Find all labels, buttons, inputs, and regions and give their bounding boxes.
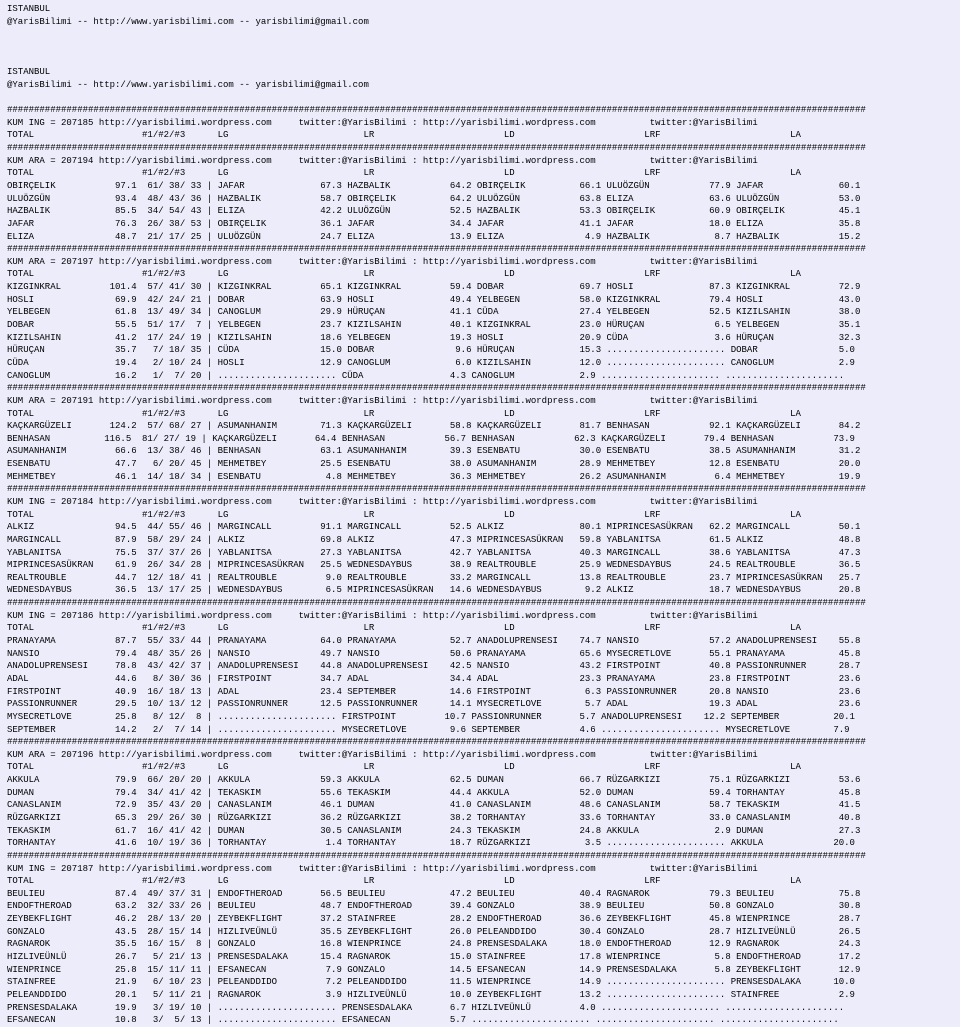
text-line: ADAL 44.6 8/ 30/ 36 | FIRSTPOINT 34.7 ADAL 34.4 ADAL 23.3 PRANAYAMA 23.8 FIRSTPOINT 23.6 [7, 673, 861, 684]
text-line: ############################################################################################################################################################### [7, 598, 866, 609]
text-line: CÜDA 19.4 2/ 10/ 24 | HOSLI 12.9 CANOGLUM 6.0 KIZILSAHIN 12.0 ...................... CANOGLUM 2.9 [7, 357, 855, 368]
text-line: REALTROUBLE 44.7 12/ 18/ 41 | REALTROUBLE 9.0 REALTROUBLE 33.2 MARGINCALL 13.8 REALTROUBLE 23.7 MIPRINCESASÜKRAN 25.7 [7, 572, 861, 583]
text-line: OBIRÇELIK 97.1 61/ 38/ 33 | JAFAR 67.3 HAZBALIK 64.2 OBIRÇELIK 66.1 ULUÖZGÜN 77.9 JAFAR 60.1 [7, 180, 861, 191]
text-line: CANOGLUM 16.2 1/ 7/ 20 | ...................... CÜDA 4.3 CANOGLUM 2.9 ...................... ...................... [7, 370, 845, 381]
text-line [7, 41, 960, 54]
text-line: HIZLIVEÜNLÜ 26.7 5/ 21/ 13 | PRENSESDALAKA 15.4 RAGNAROK 15.0 STAINFREE 17.8 WIENPRINCE 5.8 ENDOFTHEROAD 17.2 [7, 952, 861, 963]
text-line: ANADOLUPRENSESI 78.8 43/ 42/ 37 | ANADOLUPRENSESI 44.8 ANADOLUPRENSESI 42.5 NANSIO 43.2 FIRSTPOINT 40.8 PASSIONRUNNER 28.7 [7, 661, 861, 672]
text-line: AKKULA 79.9 66/ 20/ 20 | AKKULA 59.3 AKKULA 62.5 DUMAN 66.7 RÜZGARKIZI 75.1 RÜZGARKIZI 53.6 [7, 775, 861, 786]
text-line: EFSANECAN 10.8 3/ 5/ 13 | ...................... EFSANECAN 5.7 ...................... ...................... ...................... [7, 1015, 839, 1026]
text-line: MARGINCALL 87.9 58/ 29/ 24 | ALKIZ 69.8 ALKIZ 47.3 MIPRINCESASÜKRAN 59.8 YABLANITSA 61.5 ALKIZ 48.8 [7, 534, 861, 545]
text-line: ENDOFTHEROAD 63.2 32/ 33/ 26 | BEULIEU 48.7 ENDOFTHEROAD 39.4 GONZALO 38.9 BEULIEU 50.8 GONZALO 30.8 [7, 901, 861, 912]
text-line: @YarisBilimi -- http://www.yarisbilimi.com -- yarisbilimi@gmail.com [7, 16, 369, 27]
text-line: TOTAL #1/#2/#3 LG LR LD LRF LA [7, 762, 801, 773]
text-line [7, 54, 960, 67]
text-line: TEKASKIM 61.7 16/ 41/ 42 | DUMAN 30.5 CANASLANIM 24.3 TEKASKIM 24.8 AKKULA 2.9 DUMAN 27.3 [7, 825, 861, 836]
text-line: STAINFREE 21.9 6/ 10/ 23 | PELEANDDIDO 7.2 PELEANDDIDO 11.5 WIENPRINCE 14.9 ...................... PRENSESDALAKA 10.0 [7, 977, 855, 988]
text-line: PASSIONRUNNER 29.5 10/ 13/ 12 | PASSIONRUNNER 12.5 PASSIONRUNNER 14.1 MYSECRETLOVE 5.7 ADAL 19.3 ADAL 23.6 [7, 699, 861, 710]
text-line: GONZALO 43.5 28/ 15/ 14 | HIZLIVEÜNLÜ 35.5 ZEYBEKFLIGHT 26.0 PELEANDDIDO 30.4 GONZALO 28.7 HIZLIVEÜNLÜ 26.5 [7, 926, 861, 937]
text-line: ############################################################################################################################################################### [7, 244, 866, 255]
text-line: HÜRUÇAN 35.7 7/ 18/ 35 | CÜDA 15.0 DOBAR 9.6 HÜRUÇAN 15.3 ...................... DOBAR 5.0 [7, 345, 855, 356]
text-line: ALKIZ 94.5 44/ 55/ 46 | MARGINCALL 91.1 MARGINCALL 52.5 ALKIZ 80.1 MIPRINCESASÜKRAN 62.2 MARGINCALL 50.1 [7, 522, 861, 533]
text-line: TOTAL #1/#2/#3 LG LR LD LRF LA [7, 876, 801, 887]
text-line: FIRSTPOINT 40.9 16/ 18/ 13 | ADAL 23.4 SEPTEMBER 14.6 FIRSTPOINT 6.3 PASSIONRUNNER 20.8 NANSIO 23.6 [7, 686, 861, 697]
text-line: TORHANTAY 41.6 10/ 19/ 36 | TORHANTAY 1.4 TORHANTAY 18.7 RÜZGARKIZI 3.5 ...................... AKKULA 20.0 [7, 838, 855, 849]
text-line: RAGNAROK 35.5 16/ 15/ 8 | GONZALO 16.8 WIENPRINCE 24.8 PRENSESDALAKA 18.0 ENDOFTHEROAD 12.9 RAGNAROK 24.3 [7, 939, 861, 950]
text-line: HOSLI 69.9 42/ 24/ 21 | DOBAR 63.9 HOSLI 49.4 YELBEGEN 58.0 KIZGINKRAL 79.4 HOSLI 43.0 [7, 294, 861, 305]
text-line: KUM ARA = 207196 http://yarisbilimi.wordpress.com twitter:@YarisBilimi : http://yarisbilimi.wordpress.com twitter:@YarisBilimi [7, 749, 758, 760]
text-line: TOTAL #1/#2/#3 LG LR LD LRF LA [7, 408, 801, 419]
text-line: TOTAL #1/#2/#3 LG LR LD LRF LA [7, 509, 801, 520]
text-line: ISTANBUL [7, 4, 51, 14]
text-line: ISTANBUL [7, 67, 51, 78]
text-line: ############################################################################################################################################################### [7, 484, 866, 495]
text-line: CANASLANIM 72.9 35/ 43/ 20 | CANASLANIM 46.1 DUMAN 41.0 CANASLANIM 48.6 CANASLANIM 58.7 TEKASKIM 41.5 [7, 800, 861, 811]
text-line: ############################################################################################################################################################### [7, 105, 866, 116]
text-line: ############################################################################################################################################################### [7, 383, 866, 394]
text-line: KUM ARA = 207197 http://yarisbilimi.wordpress.com twitter:@YarisBilimi : http://yarisbilimi.wordpress.com twitter:@YarisBilimi [7, 256, 758, 267]
text-line: WIENPRINCE 25.8 15/ 11/ 11 | EFSANECAN 7.9 GONZALO 14.5 EFSANECAN 14.9 PRENSESDALAKA 5.8 ZEYBEKFLIGHT 12.9 [7, 964, 861, 975]
text-line: KUM ARA = 207191 http://yarisbilimi.wordpress.com twitter:@YarisBilimi : http://yarisbilimi.wordpress.com twitter:@YarisBilimi [7, 395, 758, 406]
text-line [7, 28, 960, 41]
text-line: ESENBATU 47.7 6/ 20/ 45 | MEHMETBEY 25.5 ESENBATU 38.0 ASUMANHANIM 28.9 MEHMETBEY 12.8 ESENBATU 20.0 [7, 459, 861, 470]
text-line: @YarisBilimi -- http://www.yarisbilimi.com -- yarisbilimi@gmail.com [7, 79, 369, 90]
text-line: MYSECRETLOVE 25.8 8/ 12/ 8 | ...................... FIRSTPOINT 10.7 PASSIONRUNNER 5.7 ANADOLUPRENSESI 12.2 SEPTEMBER 20.1 [7, 711, 855, 722]
text-line: KUM ING = 207187 http://yarisbilimi.wordpress.com twitter:@YarisBilimi : http://yarisbilimi.wordpress.com twitter:@YarisBilimi [7, 863, 758, 874]
text-line: PELEANDDIDO 20.1 5/ 11/ 21 | RAGNAROK 3.9 HIZLIVEÜNLÜ 10.0 ZEYBEKFLIGHT 13.2 ...................... STAINFREE 2.9 [7, 989, 855, 1000]
text-line [7, 91, 960, 104]
text-line: KIZGINKRAL 101.4 57/ 41/ 30 | KIZGINKRAL 65.1 KIZGINKRAL 59.4 DOBAR 69.7 HOSLI 87.3 KIZGINKRAL 72.9 [7, 282, 861, 293]
text-line: ############################################################################################################################################################### [7, 737, 866, 748]
text-line: MIPRINCESASÜKRAN 61.9 26/ 34/ 28 | MIPRINCESASÜKRAN 25.5 WEDNESDAYBUS 38.9 REALTROUBLE 25.9 WEDNESDAYBUS 24.5 REALTROUBLE 36.5 [7, 560, 861, 571]
text-line: ELIZA 48.7 21/ 17/ 25 | ULUÖZGÜN 24.7 ELIZA 13.9 ELIZA 4.9 HAZBALIK 8.7 HAZBALIK 15.2 [7, 231, 861, 242]
text-line: KUM ING = 207184 http://yarisbilimi.wordpress.com twitter:@YarisBilimi : http://yarisbilimi.wordpress.com twitter:@YarisBilimi [7, 496, 758, 507]
text-line: KUM ING = 207186 http://yarisbilimi.wordpress.com twitter:@YarisBilimi : http://yarisbilimi.wordpress.com twitter:@YarisBilimi [7, 610, 758, 621]
text-line: HAZBALIK 85.5 34/ 54/ 43 | ELIZA 42.2 ULUÖZGÜN 52.5 HAZBALIK 53.3 OBIRÇELIK 60.9 OBIRÇELIK 45.1 [7, 206, 861, 217]
text-line: YELBEGEN 61.8 13/ 49/ 34 | CANOGLUM 29.9 HÜRUÇAN 41.1 CÜDA 27.4 YELBEGEN 52.5 KIZILSAHIN 38.0 [7, 307, 861, 318]
text-line: PRENSESDALAKA 19.9 3/ 19/ 10 | ...................... PRENSESDALAKA 6.7 HIZLIVEÜNLÜ 4.0 ...................... ...................... [7, 1002, 845, 1013]
text-line: WEDNESDAYBUS 36.5 13/ 17/ 25 | WEDNESDAYBUS 6.5 MIPRINCESASÜKRAN 14.6 WEDNESDAYBUS 9.2 ALKIZ 18.7 WEDNESDAYBUS 20.8 [7, 585, 861, 596]
text-line: TOTAL #1/#2/#3 LG LR LD LRF LA [7, 623, 801, 634]
text-line: ASUMANHANIM 66.6 13/ 38/ 46 | BENHASAN 63.1 ASUMANHANIM 39.3 ESENBATU 30.0 ESENBATU 38.5 ASUMANHANIM 31.2 [7, 446, 861, 457]
text-line: TOTAL #1/#2/#3 LG LR LD LRF LA [7, 130, 801, 141]
text-line: KUM ING = 207185 http://yarisbilimi.wordpress.com twitter:@YarisBilimi : http://yarisbilimi.wordpress.com twitter:@YarisBilimi [7, 117, 758, 128]
text-line: DOBAR 55.5 51/ 17/ 7 | YELBEGEN 23.7 KIZILSAHIN 40.1 KIZGINKRAL 23.0 HÜRUÇAN 6.5 YELBEGEN 35.1 [7, 320, 861, 331]
text-line: KIZILSAHIN 41.2 17/ 24/ 19 | KIZILSAHIN 18.6 YELBEGEN 19.3 HOSLI 20.9 CÜDA 3.6 HÜRUÇAN 32.3 [7, 332, 861, 343]
text-line: ############################################################################################################################################################### [7, 143, 866, 154]
text-line: TOTAL #1/#2/#3 LG LR LD LRF LA [7, 269, 801, 280]
text-line: TOTAL #1/#2/#3 LG LR LD LRF LA [7, 168, 801, 179]
text-line: KAÇKARGÜZELI 124.2 57/ 68/ 27 | ASUMANHANIM 71.3 KAÇKARGÜZELI 58.8 KAÇKARGÜZELI 81.7 BENHASAN 92.1 KAÇKARGÜZELI 84.2 [7, 421, 861, 432]
text-line: DUMAN 79.4 34/ 41/ 42 | TEKASKIM 55.6 TEKASKIM 44.4 AKKULA 52.0 DUMAN 59.4 TORHANTAY 45.8 [7, 787, 861, 798]
text-line: YABLANITSA 75.5 37/ 37/ 26 | YABLANITSA 27.3 YABLANITSA 42.7 YABLANITSA 40.3 MARGINCALL 38.6 YABLANITSA 47.3 [7, 547, 861, 558]
text-line: MEHMETBEY 46.1 14/ 18/ 34 | ESENBATU 4.8 MEHMETBEY 36.3 MEHMETBEY 26.2 ASUMANHANIM 6.4 MEHMETBEY 19.9 [7, 471, 861, 482]
text-line: KUM ARA = 207194 http://yarisbilimi.wordpress.com twitter:@YarisBilimi : http://yarisbilimi.wordpress.com twitter:@YarisBilimi [7, 155, 758, 166]
text-line: PRANAYAMA 87.7 55/ 33/ 44 | PRANAYAMA 64.0 PRANAYAMA 52.7 ANADOLUPRENSESI 74.7 NANSIO 57.2 ANADOLUPRENSESI 55.8 [7, 636, 861, 647]
text-line: BENHASAN 116.5 81/ 27/ 19 | KAÇKARGÜZELI 64.4 BENHASAN 56.7 BENHASAN 62.3 KAÇKARGÜZELI 79.4 BENHASAN 73.9 [7, 433, 855, 444]
text-line: NANSIO 79.4 48/ 35/ 26 | NANSIO 49.7 NANSIO 50.6 PRANAYAMA 65.6 MYSECRETLOVE 55.1 PRANAYAMA 45.8 [7, 648, 861, 659]
text-line: ULUÖZGÜN 93.4 48/ 43/ 36 | HAZBALIK 58.7 OBIRÇELIK 64.2 ULUÖZGÜN 63.8 ELIZA 63.6 ULUÖZGÜN 53.0 [7, 193, 861, 204]
text-line: ZEYBEKFLIGHT 46.2 28/ 13/ 20 | ZEYBEKFLIGHT 37.2 STAINFREE 28.2 ENDOFTHEROAD 36.6 ZEYBEKFLIGHT 45.8 WIENPRINCE 28.7 [7, 914, 861, 925]
text-line: SEPTEMBER 14.2 2/ 7/ 14 | ...................... MYSECRETLOVE 9.6 SEPTEMBER 4.6 ...................... MYSECRETLOVE 7.9 [7, 724, 850, 735]
text-line: RÜZGARKIZI 65.3 29/ 26/ 30 | RÜZGARKIZI 36.2 RÜZGARKIZI 38.2 TORHANTAY 33.6 TORHANTAY 33.0 CANASLANIM 40.8 [7, 813, 861, 823]
text-line: ############################################################################################################################################################### [7, 850, 866, 861]
text-line: JAFAR 76.3 26/ 38/ 53 | OBIRÇELIK 36.1 JAFAR 34.4 JAFAR 41.1 JAFAR 18.0 ELIZA 35.8 [7, 218, 861, 229]
text-line: BEULIEU 87.4 49/ 37/ 31 | ENDOFTHEROAD 56.5 BEULIEU 47.2 BEULIEU 40.4 RAGNAROK 79.3 BEULIEU 75.8 [7, 888, 861, 899]
